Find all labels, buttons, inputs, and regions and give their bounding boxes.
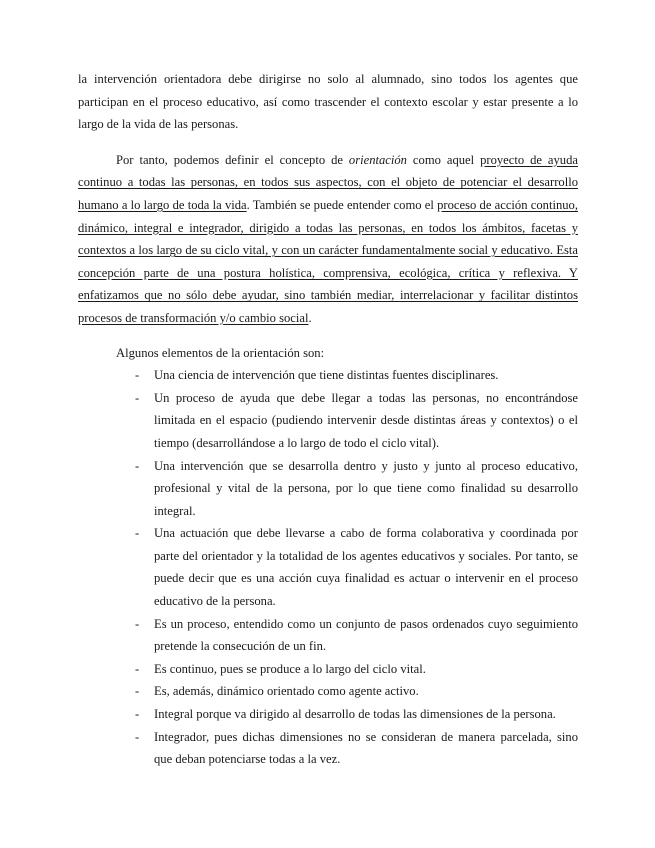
list-item — [116, 387, 578, 455]
document-page — [78, 68, 578, 771]
paragraph-2 — [78, 149, 578, 330]
paragraph-1: la intervención orientadora debe dirigirse no solo al alumnado, sino todos los agentes que participan en el proceso educativo, así como trascender el contexto escolar y estar presente a lo largo de la vida de las personas. — [78, 72, 578, 132]
definition-underlined-1: proyecto de ayuda continuo a todas las personas, en todos sus aspectos, con el objeto de potenciar el desarrollo humano a lo largo de toda la vida — [78, 152, 578, 212]
paragraph-2-text-3: como aquel — [406, 152, 481, 167]
list-item-text: Integral porque va dirigido al desarrollo de todas las dimensiones de la persona. — [154, 707, 556, 722]
list-intro: Algunos elementos de la orientación son: — [116, 345, 325, 360]
bullet-dash: - — [135, 458, 140, 473]
list-item-text: Una intervención que se desarrolla dentro y justo y junto al proceso educativo, profesional y vital de la persona, por lo que tiene como finalidad su desarrollo integral. — [154, 458, 578, 518]
list-item-text: Integrador, pues dichas dimensiones no se consideran de manera parcelada, sino que deban potenciarse todas a la vez. — [154, 729, 578, 767]
bullet-dash: - — [135, 526, 140, 541]
list-item — [116, 658, 578, 681]
bullet-dash: - — [135, 616, 140, 631]
list-item-text: Un proceso de ayuda que debe llegar a todas las personas, no encontrándose limitada en el espacio (pudiendo intervenir desde distintas áreas y contextos) o el tiempo (desarrollándose a lo largo de todo el ciclo vital). — [154, 390, 578, 450]
list-item — [116, 703, 578, 726]
list-item — [116, 455, 578, 523]
list-item — [116, 613, 578, 658]
bullet-dash: - — [135, 729, 140, 744]
bullet-dash: - — [135, 684, 140, 699]
list-item — [116, 364, 578, 387]
list-item-text: Una actuación que debe llevarse a cabo de forma colaborativa y coordinada por parte del orientador y la totalidad de los agentes educativos y sociales. Por tanto, se puede decir que es una acción cuya finalidad es actuar o intervenir en el proceso educativo de la persona. — [154, 526, 578, 609]
definition-underlined-2: proceso de acción continuo, dinámico, integral e integrador, dirigido a todas las personas, en todos los ámbitos, facetas y contextos a los largo de su ciclo vital, y con un carácter fundamentalmente social y educativo. Esta concepción parte de una postura holística, comprensiva, ecológica, crítica y reflexiva. Y enfatizamos que no sólo debe ayudar, sino también mediar, interrelacionar y facilitar distintos procesos de transformación y/o cambio social — [78, 197, 578, 325]
bullet-dash: - — [135, 368, 140, 383]
list-item-text: Es continuo, pues se produce a lo largo del ciclo vital. — [154, 661, 426, 676]
list-item — [116, 680, 578, 703]
bullet-dash: - — [135, 707, 140, 722]
list-item — [116, 726, 578, 771]
list-item-text: Una ciencia de intervención que tiene distintas fuentes disciplinares. — [154, 368, 499, 383]
bullet-dash: - — [135, 390, 140, 405]
list-item — [116, 522, 578, 612]
elements-list — [78, 364, 578, 771]
term-orientacion: orientación — [348, 152, 407, 167]
list-item-text: Es, además, dinámico orientado como agente activo. — [154, 684, 419, 699]
paragraph-2-text-5: . También se puede entender como el — [246, 197, 438, 212]
paragraph-2-text-1: Por tanto, podemos definir el concepto de — [116, 152, 349, 167]
paragraph-2-text-7: . — [308, 310, 312, 325]
bullet-dash: - — [135, 661, 140, 676]
list-item-text: Es un proceso, entendido como un conjunto de pasos ordenados cuyo seguimiento pretende la consecución de un fin. — [154, 616, 578, 654]
